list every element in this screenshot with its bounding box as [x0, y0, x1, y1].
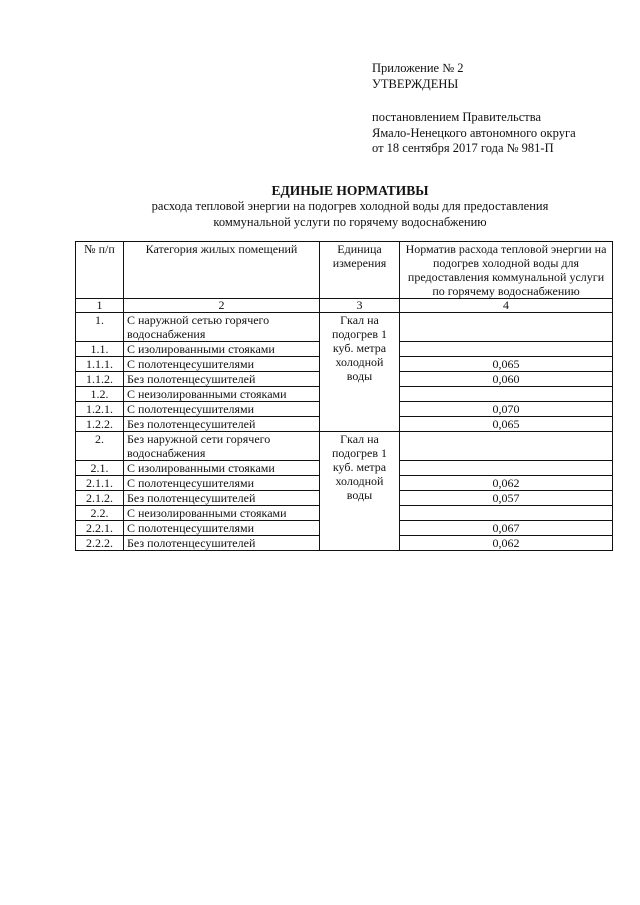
index-cell: 1	[76, 299, 124, 313]
index-cell: 3	[320, 299, 400, 313]
table-row	[76, 432, 613, 461]
document-subtitle-line-2: коммунальной услуги по горячему водоснабжению	[213, 214, 487, 229]
row-number: 2.2.1.	[76, 521, 124, 536]
row-number: 2.1.1.	[76, 476, 124, 491]
row-number: 1.2.	[76, 387, 124, 402]
appendix-number: Приложение № 2	[372, 61, 464, 75]
row-norm-value	[400, 432, 613, 461]
row-number: 1.2.2.	[76, 417, 124, 432]
row-norm-value	[400, 387, 613, 402]
row-category: С полотенцесушителями	[124, 357, 320, 372]
row-norm-value	[400, 506, 613, 521]
row-category: С неизолированными стояками	[124, 506, 320, 521]
row-number: 1.1.1.	[76, 357, 124, 372]
header-category: Категория жилых помещений	[124, 242, 320, 299]
row-norm-value: 0,062	[400, 476, 613, 491]
unit-cell: Гкал на подогрев 1 куб. метра холодной воды	[320, 432, 400, 551]
row-norm-value: 0,065	[400, 417, 613, 432]
row-category: Без наружной сети горячего водоснабжения	[124, 432, 320, 461]
row-number: 2.2.	[76, 506, 124, 521]
row-norm-value	[400, 313, 613, 342]
row-category: С неизолированными стояками	[124, 387, 320, 402]
row-category: Без полотенцесушителей	[124, 372, 320, 387]
row-number: 1.	[76, 313, 124, 342]
row-number: 1.2.1.	[76, 402, 124, 417]
document-title: ЕДИНЫЕ НОРМАТИВЫ	[271, 183, 429, 198]
header-norm: Норматив расхода тепловой энергии на подогрев холодной воды для предоставления коммунальной услуги по горячему водоснабжению	[400, 242, 613, 299]
row-number: 2.1.	[76, 461, 124, 476]
row-norm-value: 0,070	[400, 402, 613, 417]
row-number: 2.1.2.	[76, 491, 124, 506]
table-index-row	[76, 299, 613, 313]
row-norm-value: 0,062	[400, 536, 613, 551]
approval-block	[372, 61, 622, 157]
row-category: Без полотенцесушителей	[124, 491, 320, 506]
row-norm-value	[400, 342, 613, 357]
row-category: С полотенцесушителями	[124, 521, 320, 536]
date-line: от 18 сентября 2017 года № 981-П	[372, 141, 554, 155]
row-number: 2.2.2.	[76, 536, 124, 551]
row-category: Без полотенцесушителей	[124, 536, 320, 551]
row-category: Без полотенцесушителей	[124, 417, 320, 432]
table-row	[76, 313, 613, 342]
document-subtitle-line-1: расхода тепловой энергии на подогрев холодной воды для предоставления	[151, 199, 549, 213]
norms-table	[75, 241, 613, 551]
row-number: 1.1.	[76, 342, 124, 357]
row-category: С полотенцесушителями	[124, 402, 320, 417]
row-category: С наружной сетью горячего водоснабжения	[124, 313, 320, 342]
approved-label: УТВЕРЖДЕНЫ	[372, 76, 459, 91]
row-category: С полотенцесушителями	[124, 476, 320, 491]
document-heading	[90, 183, 610, 230]
index-cell: 2	[124, 299, 320, 313]
table-header-row	[76, 242, 613, 299]
row-norm-value	[400, 461, 613, 476]
row-category: С изолированными стояками	[124, 461, 320, 476]
row-category: С изолированными стояками	[124, 342, 320, 357]
resolution-line: постановлением Правительства	[372, 110, 542, 124]
row-norm-value: 0,057	[400, 491, 613, 506]
row-number: 1.1.2.	[76, 372, 124, 387]
row-norm-value: 0,067	[400, 521, 613, 536]
region-line: Ямало-Ненецкого автономного округа	[372, 125, 576, 140]
unit-cell: Гкал на подогрев 1 куб. метра холодной воды	[320, 313, 400, 432]
header-unit: Единица измерения	[320, 242, 400, 299]
row-norm-value: 0,060	[400, 372, 613, 387]
row-norm-value: 0,065	[400, 357, 613, 372]
index-cell: 4	[400, 299, 613, 313]
header-num: № п/п	[76, 242, 124, 299]
row-number: 2.	[76, 432, 124, 461]
